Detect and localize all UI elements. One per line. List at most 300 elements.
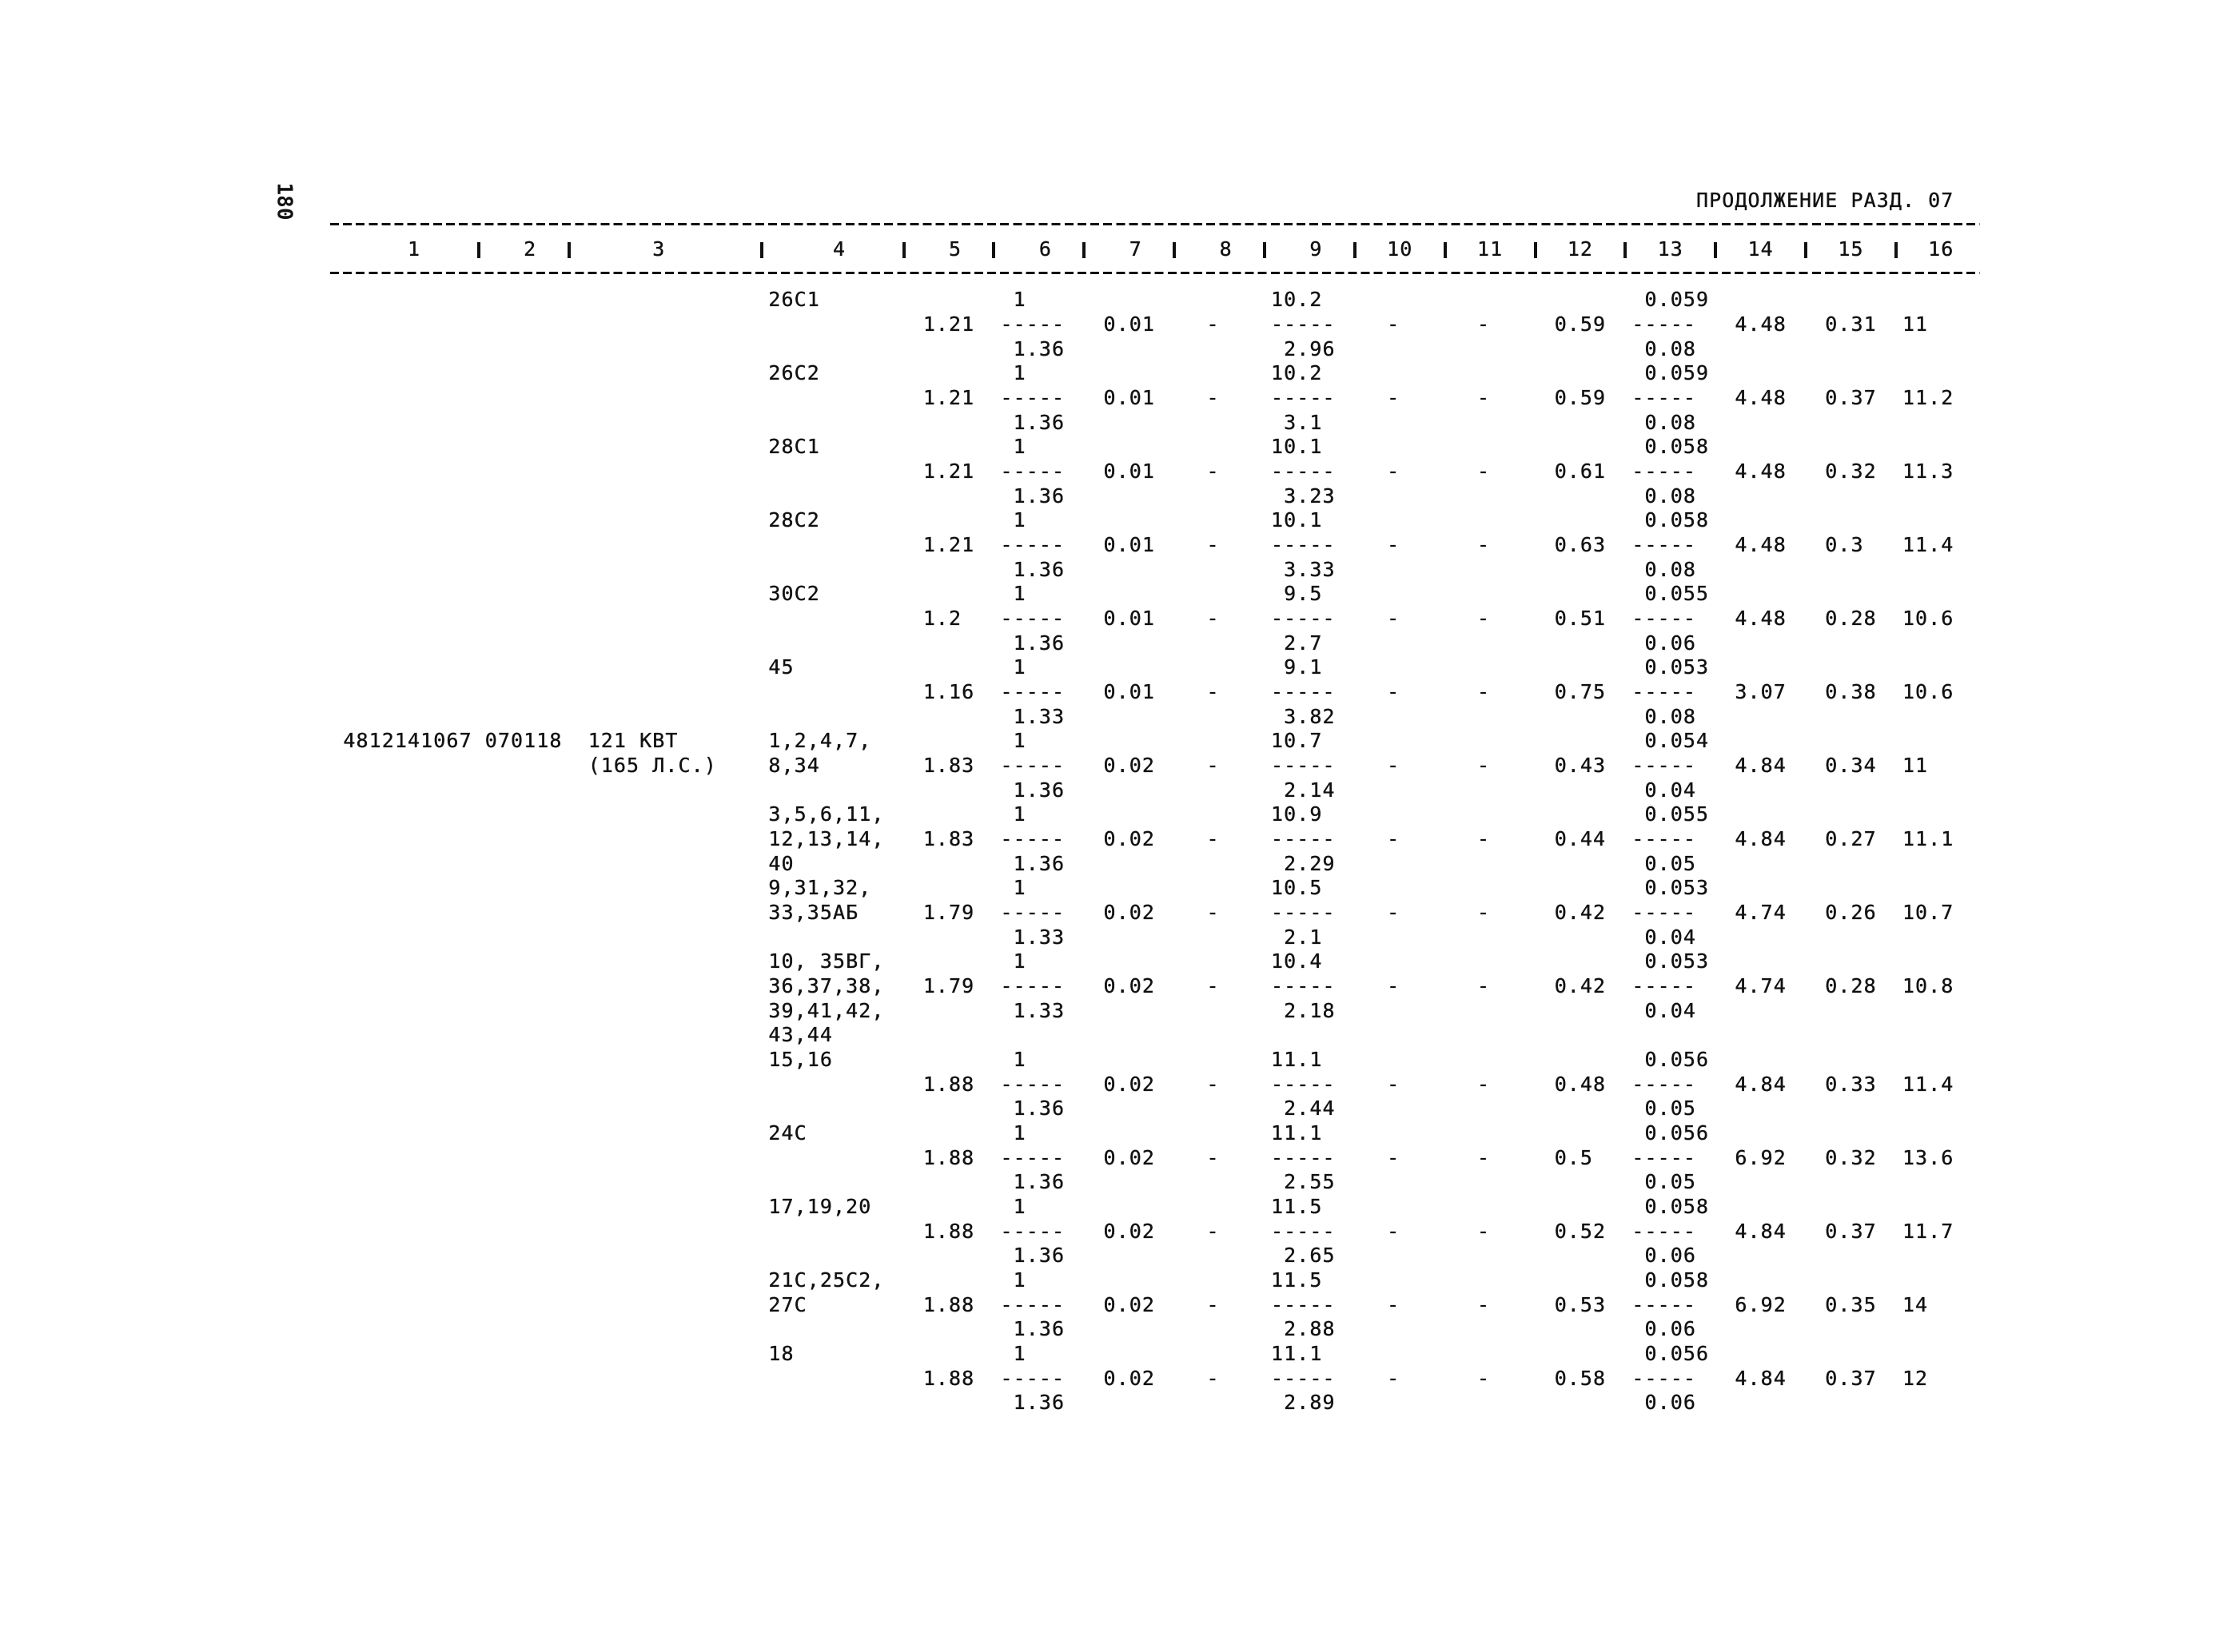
- cell-col7: 0.02: [1103, 754, 1155, 777]
- fraction-bar: -----: [1631, 1072, 1697, 1096]
- column-separator: [1534, 242, 1537, 258]
- cell-col16: 13.6: [1902, 1145, 1954, 1169]
- column-header-13: 13: [1657, 237, 1683, 261]
- cell-col4: 12,13,14,: [768, 827, 885, 851]
- table-row: [0, 655, 2219, 729]
- cell-col6-denominator: 1.36: [1013, 484, 1066, 508]
- table-row: [0, 1342, 2219, 1415]
- fraction-bar: -----: [1631, 1292, 1697, 1316]
- cell-col11: -: [1476, 974, 1491, 998]
- column-header-6: 6: [1038, 237, 1053, 261]
- cell-col13-numerator: 0.059: [1644, 361, 1710, 385]
- column-header-8: 8: [1219, 237, 1233, 261]
- cell-col9-numerator: 10.1: [1271, 508, 1323, 532]
- cell-col6-denominator: 1.36: [1013, 1097, 1066, 1121]
- cell-col4: 43,44: [768, 1023, 833, 1047]
- cell-col10: -: [1387, 827, 1400, 851]
- fraction-bar: -----: [1271, 1292, 1336, 1316]
- cell-col4: 1,2,4,7,: [768, 729, 872, 753]
- fraction-bar: -----: [1271, 1145, 1336, 1169]
- column-separator: [1444, 242, 1447, 258]
- cell-col12: 0.58: [1554, 1366, 1607, 1390]
- cell-col4: 45: [768, 655, 795, 679]
- table-row: [0, 361, 2219, 435]
- cell-col9-numerator: 10.9: [1271, 802, 1323, 826]
- fraction-bar: -----: [1271, 754, 1336, 777]
- cell-col5: 1.88: [922, 1145, 975, 1169]
- column-separator: [1804, 242, 1807, 258]
- cell-col9-numerator: 11.1: [1271, 1048, 1323, 1072]
- cell-col16: 10.8: [1902, 974, 1954, 998]
- cell-col13-denominator: 0.05: [1644, 1170, 1697, 1194]
- page-number: 180: [272, 182, 297, 221]
- cell-col15: 0.27: [1825, 827, 1877, 851]
- column-header-10: 10: [1387, 237, 1413, 261]
- cell-col6-numerator: 1: [1013, 655, 1026, 679]
- cell-col7: 0.02: [1103, 827, 1155, 851]
- cell-col4: 30С2: [768, 582, 820, 606]
- cell-col3: 121 КВТ: [588, 729, 679, 753]
- cell-col16: 11.2: [1902, 385, 1954, 409]
- cell-col6-numerator: 1: [1013, 1195, 1026, 1219]
- cell-col5: 1.21: [922, 459, 975, 483]
- cell-col10: -: [1387, 385, 1400, 409]
- table-body: [0, 288, 2219, 1415]
- cell-col11: -: [1476, 459, 1491, 483]
- fraction-bar: -----: [1271, 1072, 1336, 1096]
- fraction-bar: -----: [1000, 385, 1066, 409]
- cell-col5: 1.21: [922, 312, 975, 336]
- cell-col15: 0.34: [1825, 754, 1877, 777]
- cell-col6-numerator: 1: [1013, 802, 1026, 826]
- cell-col9-denominator: 2.88: [1284, 1317, 1336, 1341]
- table-row: [0, 288, 2219, 361]
- cell-col5: 1.2: [922, 606, 962, 630]
- cell-col5: 1.83: [922, 754, 975, 777]
- cell-col6-numerator: 1: [1013, 1342, 1026, 1366]
- cell-col14: 4.48: [1735, 459, 1787, 483]
- fraction-bar: -----: [1000, 754, 1066, 777]
- cell-col9-numerator: 10.1: [1271, 435, 1323, 459]
- cell-col6-denominator: 1.33: [1013, 998, 1066, 1022]
- cell-col9-numerator: 9.1: [1284, 655, 1323, 679]
- cell-col6-denominator: 1.36: [1013, 1391, 1066, 1415]
- cell-col8: -: [1206, 1366, 1220, 1390]
- cell-col6-denominator: 1.36: [1013, 1244, 1066, 1268]
- column-header-15: 15: [1838, 237, 1864, 261]
- cell-col5: 1.21: [922, 385, 975, 409]
- cell-col13-denominator: 0.04: [1644, 998, 1697, 1022]
- column-separator: [1082, 242, 1086, 258]
- cell-col9-denominator: 2.7: [1284, 631, 1323, 655]
- column-separator: [1623, 242, 1627, 258]
- cell-col4: 24С: [768, 1121, 807, 1145]
- cell-col11: -: [1476, 312, 1491, 336]
- table-row: [0, 876, 2219, 949]
- fraction-bar: -----: [1000, 680, 1066, 703]
- cell-col6-denominator: 1.36: [1013, 631, 1066, 655]
- cell-col14: 4.74: [1735, 901, 1787, 925]
- cell-col8: -: [1206, 974, 1220, 998]
- cell-col15: 0.26: [1825, 901, 1877, 925]
- cell-col14: 4.48: [1735, 532, 1787, 556]
- cell-col12: 0.61: [1554, 459, 1607, 483]
- cell-col14: 4.84: [1735, 754, 1787, 777]
- cell-col15: 0.33: [1825, 1072, 1877, 1096]
- cell-col9-numerator: 10.7: [1271, 729, 1323, 753]
- cell-col9-denominator: 2.96: [1284, 336, 1336, 360]
- cell-col14: 4.84: [1735, 827, 1787, 851]
- cell-col6-numerator: 1: [1013, 949, 1026, 973]
- fraction-bar: -----: [1631, 974, 1697, 998]
- cell-col7: 0.01: [1103, 459, 1155, 483]
- cell-col6-denominator: 1.33: [1013, 704, 1066, 728]
- table-row: [0, 1048, 2219, 1121]
- cell-col10: -: [1387, 1072, 1400, 1096]
- cell-col16: 10.6: [1902, 680, 1954, 703]
- cell-col13-numerator: 0.053: [1644, 949, 1710, 973]
- fraction-bar: -----: [1000, 1292, 1066, 1316]
- fraction-bar: -----: [1271, 1219, 1336, 1243]
- cell-col8: -: [1206, 680, 1220, 703]
- cell-col6-numerator: 1: [1013, 876, 1026, 900]
- cell-col7: 0.02: [1103, 1145, 1155, 1169]
- cell-col15: 0.37: [1825, 385, 1877, 409]
- cell-col13-denominator: 0.06: [1644, 1391, 1697, 1415]
- cell-col11: -: [1476, 1292, 1491, 1316]
- column-header-row: [0, 237, 2219, 262]
- cell-col5: 1.21: [922, 532, 975, 556]
- fraction-bar: -----: [1000, 1219, 1066, 1243]
- cell-col10: -: [1387, 1219, 1400, 1243]
- fraction-bar: -----: [1631, 754, 1697, 777]
- cell-col5: 1.16: [922, 680, 975, 703]
- cell-col14: 4.48: [1735, 312, 1787, 336]
- cell-col13-denominator: 0.08: [1644, 704, 1697, 728]
- cell-col12: 0.43: [1554, 754, 1607, 777]
- cell-col13-denominator: 0.08: [1644, 557, 1697, 581]
- fraction-bar: -----: [1000, 312, 1066, 336]
- cell-col13-numerator: 0.056: [1644, 1342, 1710, 1366]
- cell-col4: 28С2: [768, 508, 820, 532]
- cell-col11: -: [1476, 680, 1491, 703]
- column-header-14: 14: [1747, 237, 1774, 261]
- fraction-bar: -----: [1271, 827, 1336, 851]
- cell-col15: 0.31: [1825, 312, 1877, 336]
- cell-col14: 4.48: [1735, 385, 1787, 409]
- table-row: [0, 802, 2219, 876]
- continuation-title: ПРОДОЛЖЕНИЕ РАЗД. 07: [1696, 189, 1954, 213]
- cell-col11: -: [1476, 1145, 1491, 1169]
- cell-col10: -: [1387, 754, 1400, 777]
- cell-col9-numerator: 10.2: [1271, 288, 1323, 312]
- fraction-bar: -----: [1000, 1072, 1066, 1096]
- cell-col12: 0.44: [1554, 827, 1607, 851]
- cell-col8: -: [1206, 459, 1220, 483]
- table-row: [0, 729, 2219, 802]
- cell-col16: 11.1: [1902, 827, 1954, 851]
- cell-col4: 40: [768, 851, 795, 875]
- cell-col10: -: [1387, 459, 1400, 483]
- cell-col6-numerator: 1: [1013, 582, 1026, 606]
- cell-col4: 15,16: [768, 1048, 833, 1072]
- cell-col13-denominator: 0.05: [1644, 851, 1697, 875]
- cell-col9-denominator: 2.14: [1284, 778, 1336, 802]
- cell-col9-denominator: 2.18: [1284, 998, 1336, 1022]
- table-row: [0, 1268, 2219, 1342]
- cell-col16: 11.3: [1902, 459, 1954, 483]
- cell-col16: 11: [1902, 754, 1929, 777]
- column-header-12: 12: [1567, 237, 1594, 261]
- header-rule-bottom: [330, 272, 1980, 274]
- column-separator: [760, 242, 763, 258]
- cell-col10: -: [1387, 1366, 1400, 1390]
- cell-col7: 0.02: [1103, 1072, 1155, 1096]
- cell-col7: 0.01: [1103, 385, 1155, 409]
- column-header-16: 16: [1928, 237, 1954, 261]
- cell-col8: -: [1206, 754, 1220, 777]
- cell-col5: 1.83: [922, 827, 975, 851]
- cell-col11: -: [1476, 901, 1491, 925]
- cell-col7: 0.01: [1103, 606, 1155, 630]
- cell-col9-numerator: 11.1: [1271, 1342, 1323, 1366]
- cell-col4: 36,37,38,: [768, 974, 885, 998]
- cell-col14: 4.48: [1735, 606, 1787, 630]
- cell-col16: 10.6: [1902, 606, 1954, 630]
- fraction-bar: -----: [1000, 901, 1066, 925]
- cell-col9-denominator: 2.1: [1284, 925, 1323, 949]
- cell-col14: 4.84: [1735, 1366, 1787, 1390]
- fraction-bar: -----: [1271, 606, 1336, 630]
- cell-col4: 33,35АБ: [768, 901, 859, 925]
- column-header-7: 7: [1129, 237, 1142, 261]
- cell-col7: 0.02: [1103, 1366, 1155, 1390]
- cell-col14: 4.74: [1735, 974, 1787, 998]
- column-header-9: 9: [1309, 237, 1323, 261]
- cell-col7: 0.02: [1103, 901, 1155, 925]
- cell-col13-numerator: 0.058: [1644, 508, 1710, 532]
- column-separator: [1894, 242, 1898, 258]
- fraction-bar: -----: [1000, 974, 1066, 998]
- cell-col13-numerator: 0.058: [1644, 1195, 1710, 1219]
- cell-col9-denominator: 2.55: [1284, 1170, 1336, 1194]
- column-separator: [1353, 242, 1356, 258]
- cell-col12: 0.75: [1554, 680, 1607, 703]
- cell-col10: -: [1387, 1145, 1400, 1169]
- cell-col4: 26С1: [768, 288, 820, 312]
- column-header-2: 2: [524, 237, 537, 261]
- cell-col4: 9,31,32,: [768, 876, 872, 900]
- cell-col6-denominator: 1.36: [1013, 1170, 1066, 1194]
- fraction-bar: -----: [1631, 312, 1697, 336]
- cell-col9-denominator: 2.44: [1284, 1097, 1336, 1121]
- cell-col12: 0.53: [1554, 1292, 1607, 1316]
- cell-col12: 0.52: [1554, 1219, 1607, 1243]
- cell-col8: -: [1206, 1292, 1220, 1316]
- cell-col10: -: [1387, 312, 1400, 336]
- fraction-bar: -----: [1271, 459, 1336, 483]
- cell-col10: -: [1387, 532, 1400, 556]
- cell-col6-denominator: 1.36: [1013, 410, 1066, 434]
- cell-col9-denominator: 2.65: [1284, 1244, 1336, 1268]
- cell-col6-numerator: 1: [1013, 1268, 1026, 1292]
- cell-col15: 0.38: [1825, 680, 1877, 703]
- cell-col10: -: [1387, 901, 1400, 925]
- cell-col13-numerator: 0.058: [1644, 1268, 1710, 1292]
- column-separator: [992, 242, 995, 258]
- cell-col9-denominator: 2.29: [1284, 851, 1336, 875]
- table-row: [0, 949, 2219, 1048]
- fraction-bar: -----: [1271, 385, 1336, 409]
- fraction-bar: -----: [1631, 606, 1697, 630]
- cell-col7: 0.02: [1103, 1219, 1155, 1243]
- cell-col13-denominator: 0.04: [1644, 925, 1697, 949]
- cell-col14: 4.84: [1735, 1219, 1787, 1243]
- fraction-bar: -----: [1271, 680, 1336, 703]
- column-header-11: 11: [1476, 237, 1504, 261]
- cell-col12: 0.63: [1554, 532, 1607, 556]
- cell-col16: 11.7: [1902, 1219, 1954, 1243]
- fraction-bar: -----: [1000, 1145, 1066, 1169]
- cell-col13-numerator: 0.055: [1644, 582, 1710, 606]
- cell-col6-numerator: 1: [1013, 1121, 1026, 1145]
- cell-col13-numerator: 0.053: [1644, 876, 1710, 900]
- cell-col4: 18: [768, 1342, 795, 1366]
- cell-col15: 0.28: [1825, 606, 1877, 630]
- cell-col8: -: [1206, 532, 1220, 556]
- cell-col6-denominator: 1.36: [1013, 778, 1066, 802]
- cell-col4: 8,34: [768, 754, 820, 777]
- fraction-bar: -----: [1631, 1145, 1697, 1169]
- cell-col2: 070118: [484, 729, 563, 753]
- cell-col6-denominator: 1.36: [1013, 336, 1066, 360]
- fraction-bar: -----: [1000, 827, 1066, 851]
- fraction-bar: -----: [1631, 385, 1697, 409]
- table-row: [0, 435, 2219, 508]
- fraction-bar: -----: [1631, 680, 1697, 703]
- cell-col16: 12: [1902, 1366, 1929, 1390]
- cell-col9-numerator: 11.5: [1271, 1268, 1323, 1292]
- cell-col6-numerator: 1: [1013, 361, 1026, 385]
- fraction-bar: -----: [1631, 1366, 1697, 1390]
- cell-col11: -: [1476, 1219, 1491, 1243]
- cell-col9-numerator: 11.1: [1271, 1121, 1323, 1145]
- cell-col13-denominator: 0.05: [1644, 1097, 1697, 1121]
- cell-col8: -: [1206, 1219, 1220, 1243]
- fraction-bar: -----: [1631, 532, 1697, 556]
- cell-col6-numerator: 1: [1013, 435, 1026, 459]
- cell-col8: -: [1206, 901, 1220, 925]
- cell-col15: 0.35: [1825, 1292, 1877, 1316]
- header-rule-top: [330, 223, 1980, 225]
- cell-col14: 6.92: [1735, 1292, 1787, 1316]
- cell-col14: 4.84: [1735, 1072, 1787, 1096]
- cell-col13-denominator: 0.08: [1644, 336, 1697, 360]
- cell-col8: -: [1206, 385, 1220, 409]
- table-row: [0, 508, 2219, 582]
- cell-col8: -: [1206, 827, 1220, 851]
- cell-col9-numerator: 9.5: [1284, 582, 1323, 606]
- table-row: [0, 582, 2219, 655]
- cell-col16: 10.7: [1902, 901, 1954, 925]
- cell-col11: -: [1476, 1072, 1491, 1096]
- column-separator: [1263, 242, 1266, 258]
- cell-col13-denominator: 0.08: [1644, 484, 1697, 508]
- cell-col10: -: [1387, 1292, 1400, 1316]
- cell-col8: -: [1206, 1072, 1220, 1096]
- cell-col6-numerator: 1: [1013, 288, 1026, 312]
- cell-col13-numerator: 0.058: [1644, 435, 1710, 459]
- cell-col10: -: [1387, 974, 1400, 998]
- cell-col11: -: [1476, 754, 1491, 777]
- cell-col7: 0.01: [1103, 680, 1155, 703]
- fraction-bar: -----: [1631, 459, 1697, 483]
- cell-col4: 26С2: [768, 361, 820, 385]
- cell-col12: 0.59: [1554, 312, 1607, 336]
- cell-col4: 21С,25С2,: [768, 1268, 885, 1292]
- cell-col8: -: [1206, 312, 1220, 336]
- cell-col12: 0.42: [1554, 974, 1607, 998]
- fraction-bar: -----: [1631, 1219, 1697, 1243]
- fraction-bar: -----: [1271, 1366, 1336, 1390]
- cell-col9-denominator: 3.1: [1284, 410, 1323, 434]
- cell-col12: 0.48: [1554, 1072, 1607, 1096]
- fraction-bar: -----: [1000, 1366, 1066, 1390]
- cell-col15: 0.37: [1825, 1219, 1877, 1243]
- cell-col6-denominator: 1.36: [1013, 1317, 1066, 1341]
- cell-col13-numerator: 0.056: [1644, 1048, 1710, 1072]
- cell-col12: 0.5: [1554, 1145, 1594, 1169]
- cell-col13-denominator: 0.06: [1644, 631, 1697, 655]
- cell-col4: 39,41,42,: [768, 998, 885, 1022]
- cell-col5: 1.88: [922, 1366, 975, 1390]
- fraction-bar: -----: [1271, 312, 1336, 336]
- cell-col9-denominator: 3.23: [1284, 484, 1336, 508]
- fraction-bar: -----: [1271, 532, 1336, 556]
- cell-col13-denominator: 0.06: [1644, 1244, 1697, 1268]
- cell-col7: 0.02: [1103, 974, 1155, 998]
- cell-col5: 1.88: [922, 1292, 975, 1316]
- cell-col13-numerator: 0.055: [1644, 802, 1710, 826]
- cell-col4: 27С: [768, 1292, 807, 1316]
- cell-col6-numerator: 1: [1013, 1048, 1026, 1072]
- cell-col7: 0.01: [1103, 312, 1155, 336]
- column-separator: [1714, 242, 1717, 258]
- cell-col5: 1.88: [922, 1072, 975, 1096]
- column-header-4: 4: [832, 237, 847, 261]
- cell-col8: -: [1206, 1145, 1220, 1169]
- cell-col6-denominator: 1.33: [1013, 925, 1066, 949]
- cell-col15: 0.32: [1825, 459, 1877, 483]
- cell-col11: -: [1476, 827, 1491, 851]
- fraction-bar: -----: [1000, 532, 1066, 556]
- cell-col4: 3,5,6,11,: [768, 802, 885, 826]
- cell-col4: 10, 35ВГ,: [768, 949, 885, 973]
- cell-col5: 1.88: [922, 1219, 975, 1243]
- cell-col9-denominator: 3.33: [1284, 557, 1336, 581]
- cell-col11: -: [1476, 532, 1491, 556]
- cell-col10: -: [1387, 606, 1400, 630]
- cell-col9-denominator: 2.89: [1284, 1391, 1336, 1415]
- cell-col14: 3.07: [1735, 680, 1787, 703]
- column-separator: [902, 242, 906, 258]
- cell-col12: 0.51: [1554, 606, 1607, 630]
- fraction-bar: -----: [1271, 974, 1336, 998]
- cell-col7: 0.01: [1103, 532, 1155, 556]
- fraction-bar: -----: [1000, 459, 1066, 483]
- cell-col13-denominator: 0.04: [1644, 778, 1697, 802]
- cell-col16: 14: [1902, 1292, 1929, 1316]
